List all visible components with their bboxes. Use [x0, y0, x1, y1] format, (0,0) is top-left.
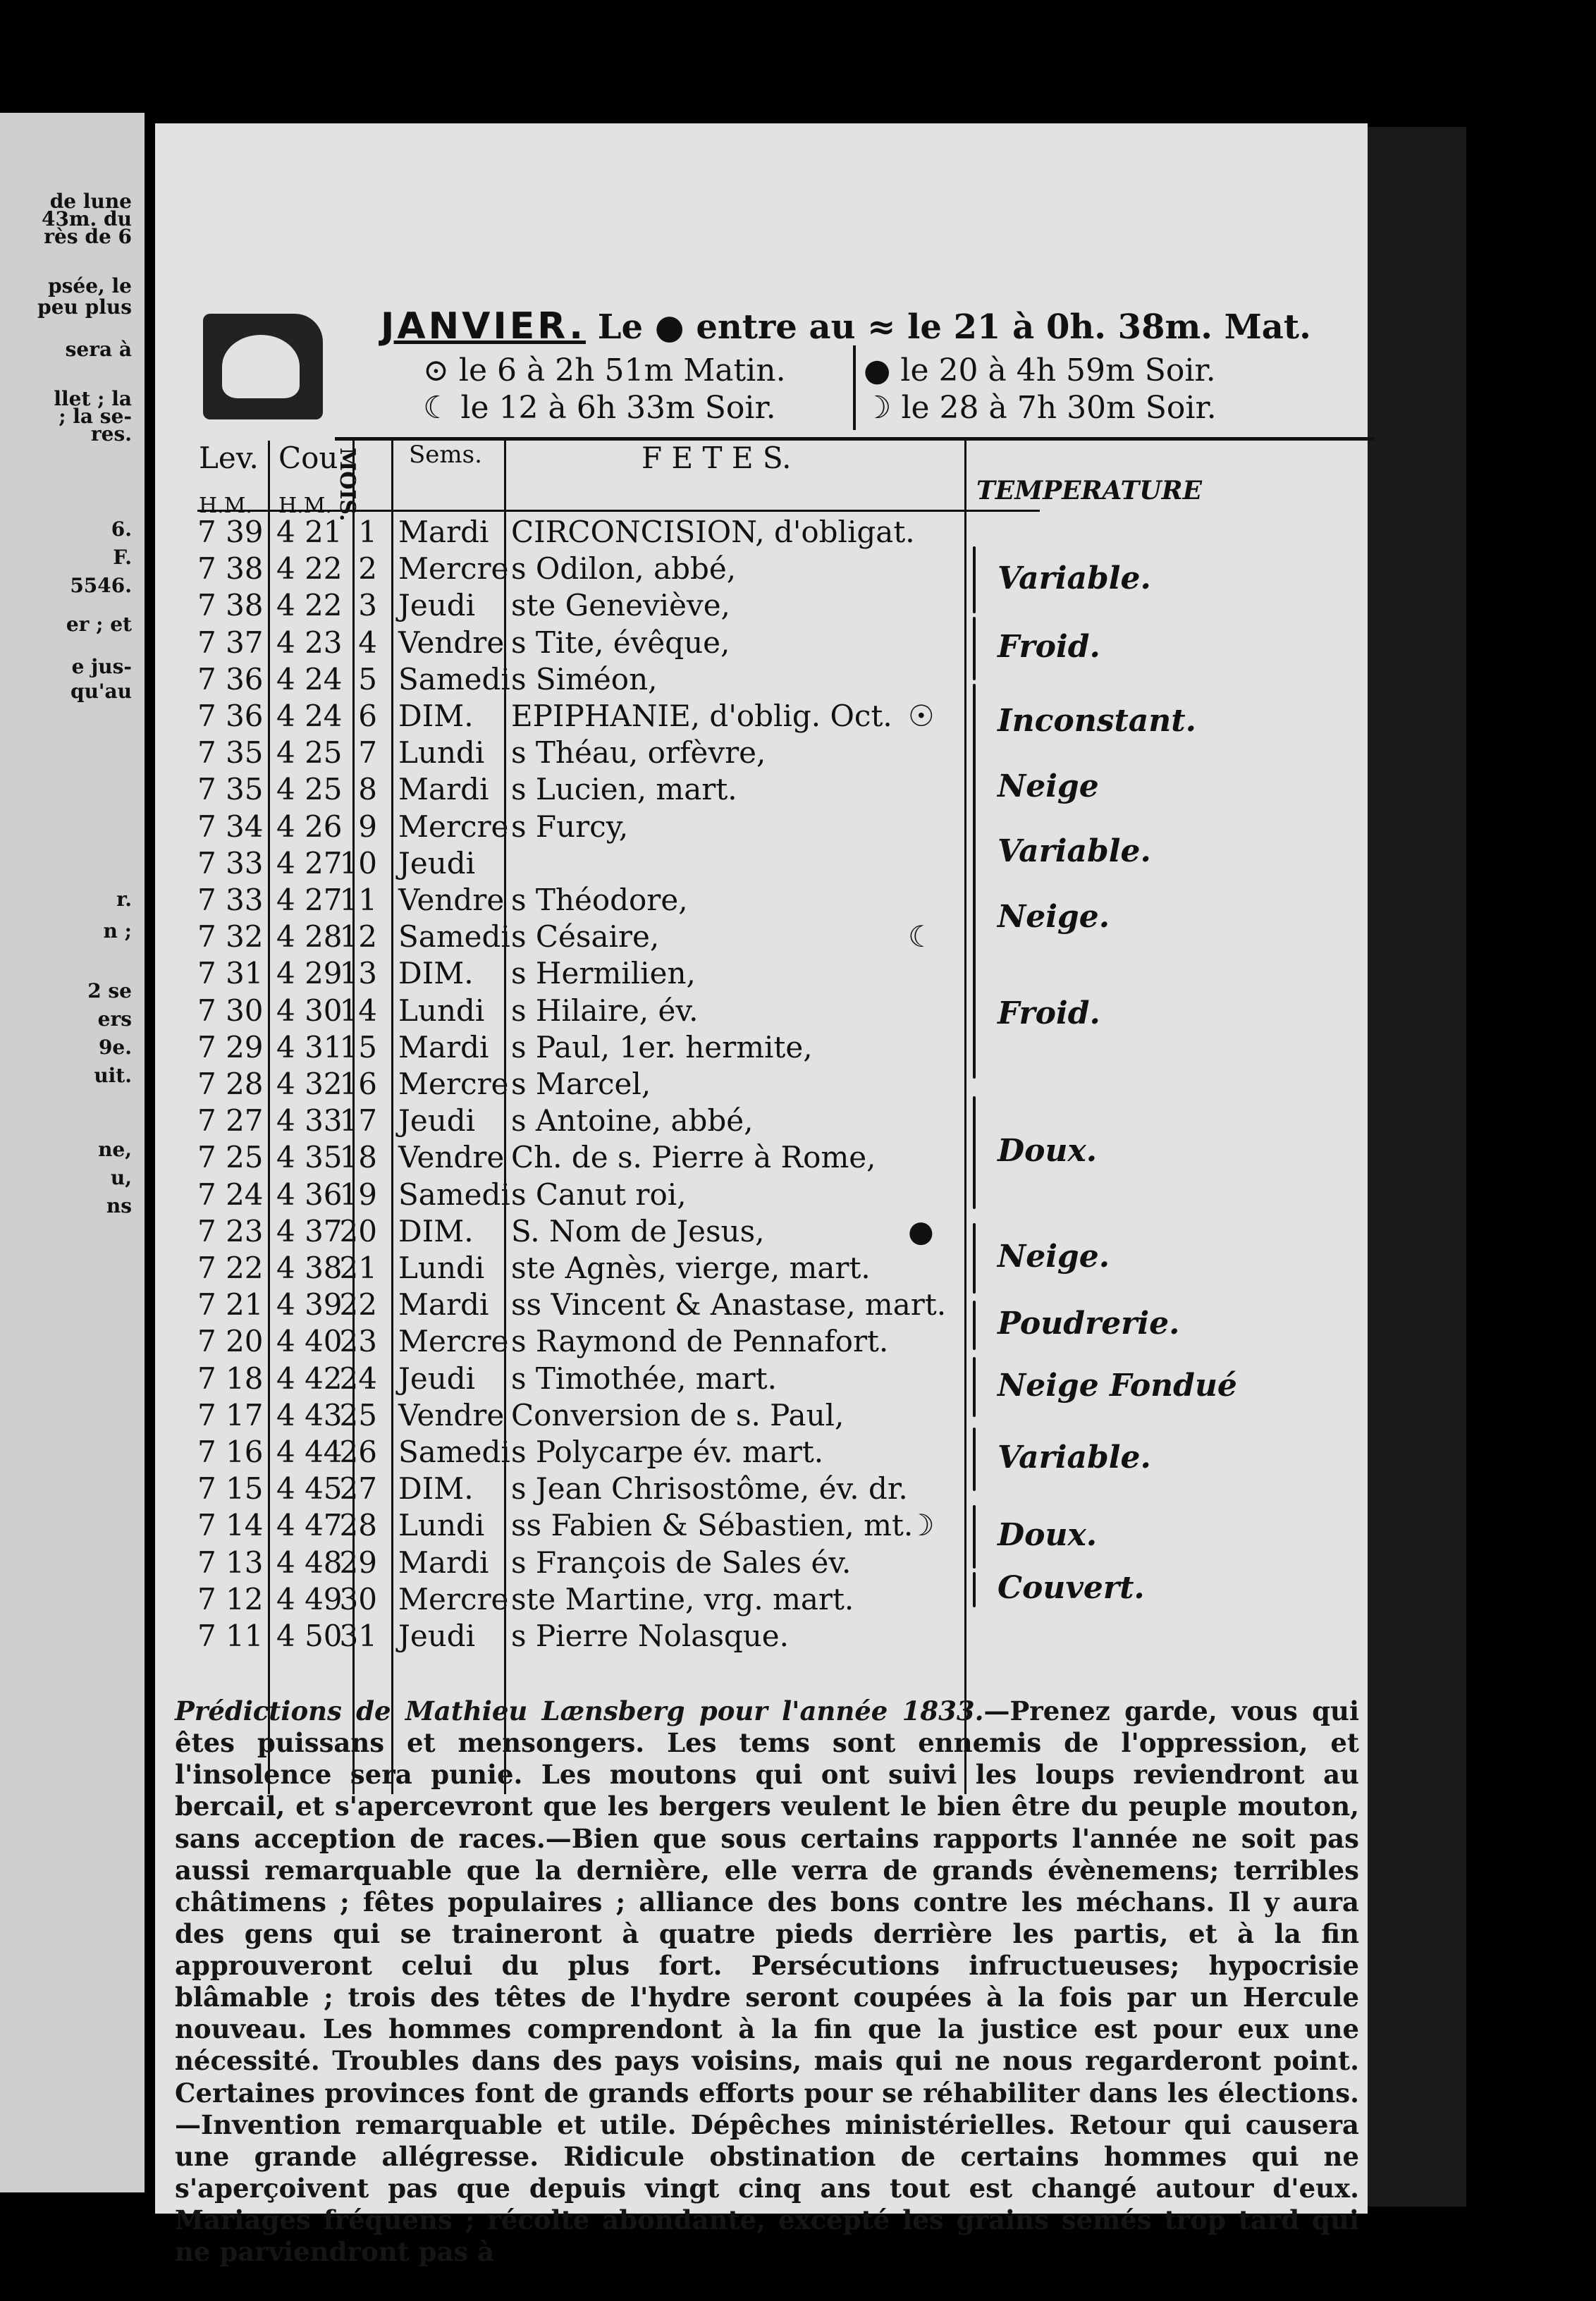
feast-name: s Césaire,: [511, 919, 660, 955]
weekday: Vendre: [398, 625, 505, 660]
weekday: DIM.: [398, 1471, 474, 1507]
feast-name: ste Martine, vrg. mart.: [511, 1581, 854, 1616]
calendar-row: [155, 883, 1368, 919]
calendar-row: [155, 551, 1368, 588]
temperature-brace: [973, 684, 976, 761]
sunset-time: 4 38: [276, 1251, 343, 1285]
day-of-month: 9: [358, 809, 377, 844]
temperature-note: Variable.: [998, 833, 1151, 869]
hm-cou: H.M.: [278, 493, 332, 518]
temperature-brace: [973, 1096, 976, 1209]
feast-name: ste Geneviève,: [511, 588, 730, 623]
calendar-row: [155, 662, 1368, 699]
sunset-time: 4 27: [276, 883, 343, 917]
temperature-brace: [973, 758, 976, 818]
sunset-time: 4 21: [276, 515, 343, 549]
sunrise-time: 7 38: [197, 588, 264, 623]
sunrise-time: 7 39: [197, 515, 264, 549]
feast-name: s François de Sales év.: [511, 1545, 852, 1580]
calendar-row: [155, 588, 1368, 625]
temperature-note: Neige.: [998, 1239, 1110, 1275]
day-of-month: 4: [358, 625, 377, 660]
sunrise-time: 7 38: [197, 551, 264, 587]
sunset-time: 4 31: [276, 1029, 343, 1064]
sunset-time: 4 48: [276, 1545, 343, 1580]
day-of-month: 30: [339, 1581, 377, 1616]
day-of-month: 19: [339, 1177, 377, 1212]
temperature-brace: [973, 1301, 976, 1350]
calendar-row: [155, 809, 1368, 846]
left-page-fragment: u,: [110, 1166, 132, 1189]
left-page-fragment: qu'au: [70, 680, 132, 703]
calendar-row: [155, 1030, 1368, 1067]
day-of-month: 31: [339, 1619, 377, 1653]
sunrise-time: 7 33: [197, 883, 264, 917]
sunset-time: 4 36: [276, 1177, 343, 1212]
ornament-detail: [222, 335, 300, 398]
temperature-brace: [973, 952, 976, 1079]
sunrise-time: 7 28: [197, 1067, 264, 1101]
calendar-row: [155, 1545, 1368, 1582]
feast-name: s Lucien, mart.: [511, 772, 737, 807]
almanac-page: [155, 123, 1368, 2268]
feast-name: s Paul, 1er. hermite,: [511, 1029, 813, 1064]
feast-name: Conversion de s. Paul,: [511, 1397, 845, 1432]
temperature-brace: [973, 1357, 976, 1417]
temperature-brace: [973, 1505, 976, 1569]
day-of-month: 8: [358, 772, 377, 807]
feast-name: s Hilaire, év.: [511, 993, 699, 1028]
new-moon-icon: ●: [864, 352, 891, 388]
sunrise-time: 7 17: [197, 1397, 264, 1432]
day-of-month: 25: [339, 1397, 377, 1432]
month-heading: JANVIER. Le ● entre au ≈ le 21 à 0h. 38m. Mat.: [381, 305, 1311, 348]
left-page-fragment: sera à: [65, 338, 132, 361]
left-page-fragment: 9e.: [98, 1036, 132, 1059]
left-page-fragment: ns: [106, 1194, 132, 1217]
feast-name: EPIPHANIE, d'oblig. Oct.: [511, 699, 892, 733]
left-page-fragment: n ;: [103, 919, 132, 943]
weekday: Mardi: [398, 515, 489, 549]
header-rule: [335, 437, 1375, 441]
month-title: JANVIER.: [381, 305, 586, 348]
day-of-month: 7: [358, 735, 377, 771]
temperature-brace: [973, 881, 976, 955]
day-of-month: 12: [339, 919, 377, 955]
sunrise-time: 7 36: [197, 699, 264, 733]
temperature-note: Doux.: [998, 1133, 1098, 1169]
calendar-row: [155, 1508, 1368, 1545]
day-of-month: 2: [358, 551, 377, 587]
sunset-time: 4 42: [276, 1361, 343, 1396]
day-of-month: 15: [339, 1029, 377, 1064]
weekday: Jeudi: [398, 1361, 476, 1396]
temperature-note: Inconstant.: [998, 703, 1196, 739]
sunset-time: 4 45: [276, 1471, 343, 1507]
temperature-note: Neige: [998, 768, 1099, 804]
calendar-row: [155, 772, 1368, 809]
sunset-time: 4 27: [276, 845, 343, 880]
moon-phase-icon: ☾: [908, 919, 935, 955]
sunrise-time: 7 16: [197, 1435, 264, 1469]
feast-name: s Canut roi,: [511, 1177, 687, 1212]
feast-name: s Siméon,: [511, 661, 658, 697]
sunrise-time: 7 20: [197, 1324, 264, 1359]
feast-name: s Polycarpe év. mart.: [511, 1435, 824, 1469]
sunrise-time: 7 24: [197, 1177, 264, 1212]
temperature-brace: [973, 1428, 976, 1491]
sunrise-time: 7 37: [197, 625, 264, 660]
feast-name: s Odilon, abbé,: [511, 551, 737, 587]
first-quarter-line: ☽ le 28 à 7h 30m Soir.: [864, 390, 1217, 426]
sunrise-time: 7 33: [197, 845, 264, 880]
weekday: Mercre: [398, 1067, 509, 1101]
temperature-brace: [973, 617, 976, 680]
weekday: Vendre: [398, 1140, 505, 1175]
col-head-sems: Sems.: [409, 441, 482, 469]
sunrise-time: 7 23: [197, 1213, 264, 1248]
weekday: Samedi: [398, 919, 510, 955]
sunset-time: 4 35: [276, 1140, 343, 1175]
temperature-note: Neige.: [998, 898, 1110, 935]
weekday: Samedi: [398, 661, 510, 697]
left-page-fragment: res.: [90, 422, 132, 446]
sunset-time: 4 29: [276, 956, 343, 991]
day-of-month: 28: [339, 1508, 377, 1543]
temperature-note: Froid.: [998, 629, 1100, 665]
feast-name: CIRCONCISION, d'obligat.: [511, 515, 915, 549]
temperature-note: Froid.: [998, 995, 1100, 1031]
temperature-brace: [973, 1572, 976, 1607]
calendar-row: [155, 735, 1368, 772]
sunrise-time: 7 34: [197, 809, 264, 844]
weekday: Mardi: [398, 1287, 489, 1323]
predictions-body: —Prenez garde, vous qui êtes puissans et mensongers. Les tems sont ennemis de l'oppression, et l'insolence sera punie. Les moutons qui ont suivi les loups reviendront au bercail, et s'apercevront que les bergers veulent le bien être du peuple mouton, sans acception de races.—Bien que sous certains rapports l'année ne soit pas aussi remarquable que la dernière, elle verra de grands évènemens; terribles châtimens ; fêtes populaires ; alliance des bons contre les méchans. Il y aura des gens qui se traineront à quatre pieds derrière les partis, et à la fin approuveront celui du plus fort. Persécutions infructueuses; hypocrisie blâmable ; trois des têtes de l'hydre seront coupées à la fois par un Hercule nouveau. Les hommes comprendont à la fin que la justice est pour eux une nécessité. Troubles dans des pays voisins, mais qui ne nous regarderont point. Certaines provinces font de grands efforts pour se réhabiliter dans les élections.—Invention remarquable et utile. Dépêches ministérielles. Retour qui causera une grande allégresse. Ridicule obstination de certains hommes qui ne s'aperçoivent pas que depuis vingt cinq ans tout est changé autour d'eux. Mariages fréquens ; récolte abondante, excepté les grains semés trop tard qui ne parviendront pas à: [175, 1695, 1360, 2268]
left-page-fragment: uit.: [94, 1064, 132, 1087]
feast-name: ste Agnès, vierge, mart.: [511, 1251, 871, 1285]
table-header-rule: [197, 510, 1040, 512]
new-moon-line: ● le 20 à 4h 59m Soir.: [864, 352, 1216, 388]
sunrise-time: 7 11: [197, 1619, 264, 1653]
hm-lev: H.M.: [199, 493, 252, 518]
feast-name: s Raymond de Pennafort.: [511, 1324, 889, 1359]
feast-name: s Théodore,: [511, 883, 688, 917]
calendar-row: [155, 1214, 1368, 1251]
left-page-fragment: de lune: [49, 190, 132, 213]
sunrise-time: 7 35: [197, 735, 264, 771]
feast-name: s Tite, évêque,: [511, 625, 730, 660]
weekday: Lundi: [398, 1251, 485, 1285]
calendar-row: [155, 515, 1368, 551]
predictions-title: Prédictions de Mathieu Lænsberg pour l'année 1833.: [175, 1695, 984, 1726]
calendar-row: [155, 1140, 1368, 1177]
col-head-lev: Lev.: [199, 441, 259, 475]
calendar-row: [155, 1067, 1368, 1103]
calendar-row: [155, 1398, 1368, 1435]
last-quarter-icon: ☾: [423, 390, 451, 426]
left-page-fragment: ne,: [98, 1138, 132, 1161]
calendar-row: [155, 1435, 1368, 1471]
left-page-fragment: peu plus: [37, 295, 132, 319]
day-of-month: 24: [339, 1361, 377, 1396]
feast-name: ss Fabien & Sébastien, mt.: [511, 1508, 914, 1543]
sunset-time: 4 39: [276, 1287, 343, 1323]
temperature-brace: [973, 1223, 976, 1294]
feast-name: s Timothée, mart.: [511, 1361, 777, 1396]
weekday: Mardi: [398, 1029, 489, 1064]
aquarius-icon: ≈: [867, 307, 896, 347]
sunset-time: 4 32: [276, 1067, 343, 1101]
temperature-brace: [973, 546, 976, 613]
weekday: DIM.: [398, 699, 474, 733]
sunrise-time: 7 14: [197, 1508, 264, 1543]
calendar-row: [155, 1103, 1368, 1140]
sunset-time: 4 30: [276, 993, 343, 1028]
sunrise-time: 7 35: [197, 772, 264, 807]
weekday: Jeudi: [398, 1103, 476, 1139]
book-spine: [1368, 127, 1466, 2207]
sunrise-time: 7 29: [197, 1029, 264, 1064]
feast-name: s Marcel,: [511, 1067, 651, 1101]
left-page-fragment: er ; et: [66, 613, 132, 636]
day-of-month: 6: [358, 699, 377, 733]
sunset-time: 4 43: [276, 1397, 343, 1432]
left-page-fragment: rès de 6: [44, 225, 132, 248]
calendar-row: [155, 625, 1368, 662]
left-page-fragment: F.: [113, 546, 132, 569]
calendar-row: [155, 1251, 1368, 1287]
day-of-month: 22: [339, 1287, 377, 1323]
weekday: DIM.: [398, 956, 474, 991]
day-of-month: 27: [339, 1471, 377, 1507]
calendar-row: [155, 846, 1368, 883]
weekday: Jeudi: [398, 1619, 476, 1653]
sunrise-time: 7 31: [197, 956, 264, 991]
weekday: DIM.: [398, 1213, 474, 1248]
col-head-mois: MOIS.: [335, 448, 360, 522]
moon-phase-icon: ☽: [908, 1508, 935, 1543]
calendar-row: [155, 1582, 1368, 1619]
sunset-time: 4 40: [276, 1324, 343, 1359]
sun-icon: ●: [654, 307, 685, 347]
left-page-fragment: 6.: [111, 517, 132, 541]
calendar-row: [155, 1619, 1368, 1655]
weekday: Mercre: [398, 1581, 509, 1616]
sunset-time: 4 24: [276, 661, 343, 697]
calendar-row: [155, 993, 1368, 1030]
feast-name: s Antoine, abbé,: [511, 1103, 754, 1139]
day-of-month: 18: [339, 1140, 377, 1175]
feast-name: s Théau, orfèvre,: [511, 735, 766, 771]
left-page-fragment: ; la se-: [59, 405, 132, 428]
weekday: Mercre: [398, 1324, 509, 1359]
col-head-fetes: F E T E S.: [642, 441, 792, 475]
day-of-month: 23: [339, 1324, 377, 1359]
sunrise-time: 7 15: [197, 1471, 264, 1507]
left-page-fragment: psée, le: [48, 274, 132, 297]
sunrise-time: 7 21: [197, 1287, 264, 1323]
day-of-month: 26: [339, 1435, 377, 1469]
calendar-row: [155, 1324, 1368, 1361]
weekday: Jeudi: [398, 845, 476, 880]
feast-name: s Pierre Nolasque.: [511, 1619, 790, 1653]
weekday: Samedi: [398, 1435, 510, 1469]
weekday: Lundi: [398, 993, 485, 1028]
day-of-month: 16: [339, 1067, 377, 1101]
sunrise-time: 7 36: [197, 661, 264, 697]
weekday: Vendre: [398, 883, 505, 917]
day-of-month: 3: [358, 588, 377, 623]
sunrise-time: 7 25: [197, 1140, 264, 1175]
moon-phase-icon: ●: [908, 1213, 934, 1248]
temperature-note: Poudrerie.: [998, 1306, 1180, 1342]
sunrise-time: 7 13: [197, 1545, 264, 1580]
calendar-row: [155, 956, 1368, 993]
left-page-fragment: 5546.: [70, 574, 132, 597]
sunset-time: 4 23: [276, 625, 343, 660]
moon-phase-icon: ☉: [908, 699, 935, 733]
feast-name: s Furcy,: [511, 809, 629, 844]
temperature-note: Neige Fondué: [998, 1367, 1237, 1404]
day-of-month: 13: [339, 956, 377, 991]
feast-name: Ch. de s. Pierre à Rome,: [511, 1140, 876, 1175]
left-page-fragment: 43m. du: [41, 207, 132, 231]
sunset-time: 4 33: [276, 1103, 343, 1139]
calendar-row: [155, 1471, 1368, 1508]
day-of-month: 5: [358, 661, 377, 697]
sunset-time: 4 25: [276, 772, 343, 807]
sunset-time: 4 22: [276, 551, 343, 587]
sunrise-time: 7 22: [197, 1251, 264, 1285]
day-of-month: 11: [339, 883, 377, 917]
col-head-temperature: TEMPERATURE: [976, 476, 1203, 505]
weekday: Jeudi: [398, 588, 476, 623]
sunset-time: 4 22: [276, 588, 343, 623]
sunset-time: 4 26: [276, 809, 343, 844]
predictions-paragraph: [175, 1695, 1359, 2268]
sunrise-time: 7 32: [197, 919, 264, 955]
sunrise-time: 7 27: [197, 1103, 264, 1139]
temperature-note: Variable.: [998, 1440, 1151, 1475]
moon-divider: [853, 345, 856, 430]
sunset-time: 4 47: [276, 1508, 343, 1543]
calendar-row: [155, 919, 1368, 956]
feast-name: ss Vincent & Anastase, mart.: [511, 1287, 947, 1323]
day-of-month: 21: [339, 1251, 377, 1285]
day-of-month: 14: [339, 993, 377, 1028]
feast-name: s Jean Chrisostôme, év. dr.: [511, 1471, 908, 1507]
day-of-month: 10: [339, 845, 377, 880]
left-page-fragment: e jus-: [71, 655, 132, 678]
weekday: Vendre: [398, 1397, 505, 1432]
full-moon-line: ⊙ le 6 à 2h 51m Matin.: [423, 352, 786, 388]
sunset-time: 4 44: [276, 1435, 343, 1469]
weekday: Mardi: [398, 1545, 489, 1580]
left-page-fragment: r.: [116, 888, 132, 911]
left-page-fragment: llet ; la: [54, 387, 132, 410]
day-of-month: 29: [339, 1545, 377, 1580]
full-moon-icon: ⊙: [423, 352, 449, 388]
sunset-time: 4 37: [276, 1213, 343, 1248]
day-of-month: 1: [358, 515, 377, 549]
sunset-time: 4 25: [276, 735, 343, 771]
sunrise-time: 7 18: [197, 1361, 264, 1396]
last-quarter-line: ☾ le 12 à 6h 33m Soir.: [423, 390, 776, 426]
calendar-row: [155, 1287, 1368, 1324]
left-page-fragment: 2 se: [87, 979, 132, 1002]
weekday: Lundi: [398, 735, 485, 771]
sunrise-time: 7 30: [197, 993, 264, 1028]
left-page-fragment: ers: [97, 1007, 132, 1031]
weekday: Lundi: [398, 1508, 485, 1543]
day-of-month: 17: [339, 1103, 377, 1139]
sunrise-time: 7 12: [197, 1581, 264, 1616]
temperature-brace: [973, 814, 976, 892]
feast-name: S. Nom de Jesus,: [511, 1213, 765, 1248]
sunset-time: 4 24: [276, 699, 343, 733]
weekday: Mardi: [398, 772, 489, 807]
weekday: Mercre: [398, 551, 509, 587]
first-quarter-icon: ☽: [864, 390, 892, 426]
feast-name: s Hermilien,: [511, 956, 696, 991]
weekday: Mercre: [398, 809, 509, 844]
temperature-note: Couvert.: [998, 1570, 1145, 1606]
col-head-cou: Cou.: [278, 441, 348, 475]
previous-page-edge: [0, 113, 145, 2192]
day-of-month: 20: [339, 1213, 377, 1248]
sunset-time: 4 28: [276, 919, 343, 955]
sunset-time: 4 49: [276, 1581, 343, 1616]
temperature-note: Doux.: [998, 1517, 1098, 1553]
weekday: Samedi: [398, 1177, 510, 1212]
temperature-note: Variable.: [998, 560, 1151, 596]
calendar-row: [155, 1177, 1368, 1214]
sunset-time: 4 50: [276, 1619, 343, 1653]
